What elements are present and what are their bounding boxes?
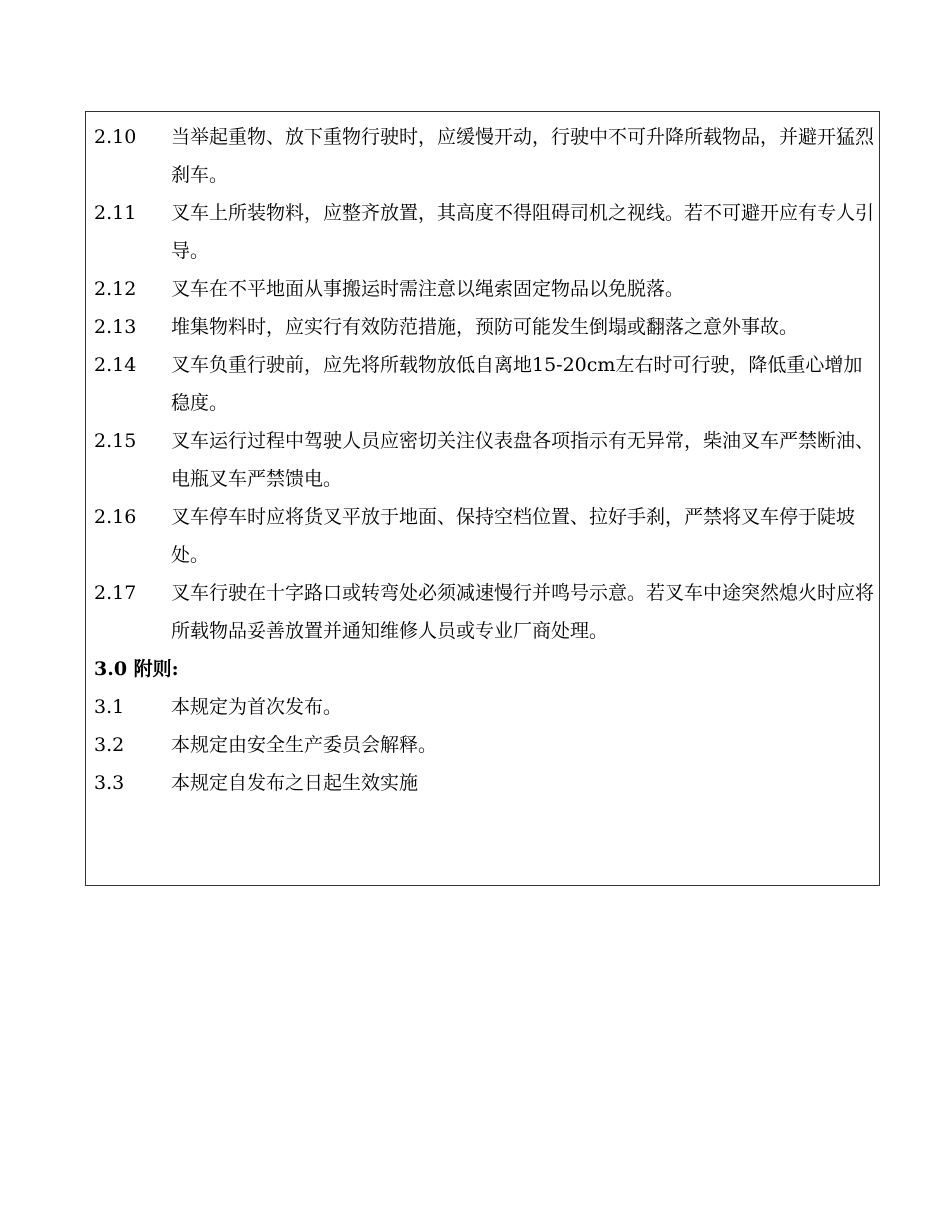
clause-number: 2.17	[94, 582, 137, 604]
clause-text: 叉车行驶在十字路口或转弯处必须减速慢行并鸣号示意。若叉车中途突然熄火时应将所载物品妥善放置并通知维修人员或专业厂商处理。	[171, 582, 875, 642]
clause-3-1	[94, 688, 874, 726]
clause-number: 2.14	[94, 354, 137, 376]
section-3-heading: 3.0 附则:	[94, 658, 179, 680]
clause-number: 3.1	[94, 696, 125, 718]
clause-number: 2.10	[94, 126, 137, 148]
clause-2-15	[94, 422, 874, 498]
clause-text: 堆集物料时，应实行有效防范措施，预防可能发生倒塌或翻落之意外事故。	[171, 316, 799, 338]
clause-2-13	[94, 308, 874, 346]
clause-2-14	[94, 346, 874, 422]
clause-text: 叉车在不平地面从事搬运时需注意以绳索固定物品以免脱落。	[171, 278, 685, 300]
document-content	[94, 118, 874, 802]
clause-text: 叉车运行过程中驾驶人员应密切关注仪表盘各项指示有无异常，柴油叉车严禁断油、电瓶叉车严禁馈电。	[171, 430, 875, 490]
clause-text: 叉车停车时应将货叉平放于地面、保持空档位置、拉好手刹，严禁将叉车停于陡坡处。	[171, 506, 856, 566]
clause-2-12	[94, 270, 874, 308]
clause-number: 3.2	[94, 734, 125, 756]
clause-text: 叉车上所装物料，应整齐放置，其高度不得阻碍司机之视线。若不可避开应有专人引导。	[171, 202, 875, 262]
clause-3-3	[94, 764, 874, 802]
clause-2-16	[94, 498, 874, 574]
clause-number: 2.16	[94, 506, 137, 528]
clause-number: 2.12	[94, 278, 137, 300]
clause-number: 2.13	[94, 316, 137, 338]
clause-2-11	[94, 194, 874, 270]
clause-text: 当举起重物、放下重物行驶时，应缓慢开动，行驶中不可升降所载物品，并避开猛烈刹车。	[171, 126, 875, 186]
clause-text: 本规定自发布之日起生效实施	[171, 772, 419, 794]
clause-text: 叉车负重行驶前，应先将所载物放低自离地15-20cm左右时可行驶，降低重心增加稳度。	[171, 354, 863, 414]
clause-text: 本规定由安全生产委员会解释。	[171, 734, 438, 756]
clause-3-2	[94, 726, 874, 764]
clause-number: 2.15	[94, 430, 137, 452]
clause-number: 2.11	[94, 202, 137, 224]
clause-2-10	[94, 118, 874, 194]
clause-number: 3.3	[94, 772, 125, 794]
clause-2-17	[94, 574, 874, 650]
clause-text: 本规定为首次发布。	[171, 696, 343, 718]
